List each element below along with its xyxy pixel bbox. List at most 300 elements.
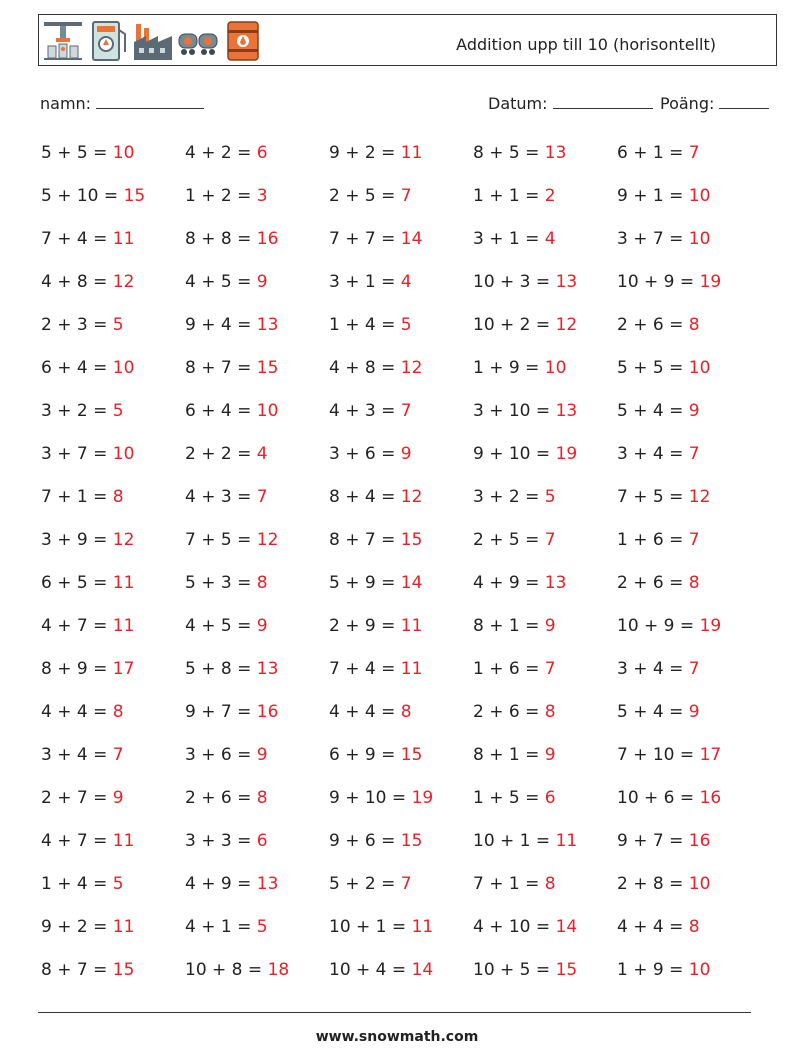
problem-answer: 8: [256, 788, 268, 808]
problem-question: 5 + 4 =: [617, 401, 684, 421]
problem-answer: 9: [544, 745, 556, 765]
problem-question: 7 + 4 =: [41, 229, 108, 249]
problem-cell: [185, 401, 329, 444]
problem-answer: 5: [544, 487, 556, 507]
problem-cell: [185, 143, 329, 186]
problem-cell: [41, 530, 185, 573]
problem-cell: [185, 745, 329, 788]
problem-row: [41, 659, 761, 702]
problem-answer: 18: [267, 960, 290, 980]
problem-cell: [185, 573, 329, 616]
problem-answer: 13: [256, 874, 279, 894]
problem-answer: 14: [411, 960, 434, 980]
problem-question: 8 + 7 =: [185, 358, 252, 378]
problem-question: 5 + 5 =: [617, 358, 684, 378]
oil-barrel-icon: [222, 18, 264, 62]
problem-cell: [185, 358, 329, 401]
problem-cell: [329, 143, 473, 186]
problem-question: 2 + 6 =: [617, 573, 684, 593]
problem-question: 4 + 9 =: [185, 874, 252, 894]
problem-row: [41, 745, 761, 788]
problem-answer: 12: [112, 530, 135, 550]
problem-question: 7 + 1 =: [41, 487, 108, 507]
problem-question: 4 + 4 =: [41, 702, 108, 722]
problem-cell: [41, 917, 185, 960]
problem-cell: [473, 530, 617, 573]
problem-answer: 8: [112, 487, 124, 507]
problem-cell: [41, 143, 185, 186]
problem-question: 9 + 7 =: [185, 702, 252, 722]
problem-row: [41, 874, 761, 917]
problem-answer: 6: [256, 831, 268, 851]
problem-answer: 13: [544, 573, 567, 593]
problem-answer: 14: [555, 917, 578, 937]
problem-row: [41, 530, 761, 573]
problem-question: 2 + 6 =: [185, 788, 252, 808]
problem-answer: 7: [256, 487, 268, 507]
problem-answer: 8: [688, 917, 700, 937]
problem-question: 3 + 2 =: [473, 487, 540, 507]
problem-question: 10 + 1 =: [329, 917, 407, 937]
problem-answer: 5: [400, 315, 412, 335]
problem-cell: [41, 960, 185, 1003]
problem-cell: [185, 315, 329, 358]
problem-answer: 7: [688, 659, 700, 679]
problem-question: 6 + 4 =: [185, 401, 252, 421]
problem-question: 4 + 7 =: [41, 831, 108, 851]
problem-cell: [617, 530, 761, 573]
header-icons: [42, 18, 264, 62]
problem-question: 1 + 4 =: [329, 315, 396, 335]
problem-cell: [617, 401, 761, 444]
problem-question: 7 + 4 =: [329, 659, 396, 679]
factory-icon: [132, 18, 174, 62]
problem-question: 5 + 10 =: [41, 186, 119, 206]
problem-answer: 8: [112, 702, 124, 722]
problem-question: 10 + 2 =: [473, 315, 551, 335]
problem-question: 7 + 5 =: [617, 487, 684, 507]
problem-cell: [473, 745, 617, 788]
problem-cell: [473, 616, 617, 659]
problem-row: [41, 444, 761, 487]
problem-question: 3 + 6 =: [185, 745, 252, 765]
problem-answer: 11: [400, 143, 423, 163]
score-field[interactable]: [660, 94, 769, 113]
problem-question: 2 + 9 =: [329, 616, 396, 636]
problem-answer: 7: [544, 530, 556, 550]
problem-cell: [41, 401, 185, 444]
problem-cell: [41, 186, 185, 229]
problem-answer: 10: [688, 229, 711, 249]
problem-cell: [41, 874, 185, 917]
problem-question: 8 + 4 =: [329, 487, 396, 507]
problem-question: 9 + 2 =: [41, 917, 108, 937]
problem-cell: [617, 143, 761, 186]
problem-question: 6 + 4 =: [41, 358, 108, 378]
problem-cell: [473, 272, 617, 315]
problem-cell: [617, 444, 761, 487]
problem-answer: 11: [555, 831, 578, 851]
problem-question: 10 + 3 =: [473, 272, 551, 292]
problem-cell: [41, 616, 185, 659]
problem-cell: [473, 917, 617, 960]
problem-answer: 12: [400, 487, 423, 507]
problem-cell: [329, 702, 473, 745]
problem-cell: [473, 960, 617, 1003]
problem-question: 9 + 6 =: [329, 831, 396, 851]
problem-answer: 10: [544, 358, 567, 378]
problem-cell: [41, 702, 185, 745]
problem-cell: [329, 315, 473, 358]
problem-question: 1 + 5 =: [473, 788, 540, 808]
problem-question: 10 + 1 =: [473, 831, 551, 851]
problem-answer: 17: [112, 659, 135, 679]
score-label: Poäng:: [660, 94, 715, 113]
problem-cell: [185, 917, 329, 960]
problem-cell: [617, 616, 761, 659]
problem-question: 8 + 1 =: [473, 616, 540, 636]
problem-answer: 11: [411, 917, 434, 937]
problem-question: 10 + 9 =: [617, 272, 695, 292]
footer-site: www.snowmath.com: [315, 1029, 479, 1045]
worksheet-title: Addition upp till 10 (horisontellt): [456, 35, 716, 54]
problem-cell: [617, 272, 761, 315]
problem-row: [41, 960, 761, 1003]
problem-answer: 10: [688, 358, 711, 378]
problem-answer: 7: [688, 530, 700, 550]
problem-cell: [41, 444, 185, 487]
problem-question: 10 + 5 =: [473, 960, 551, 980]
problem-cell: [41, 745, 185, 788]
problem-question: 4 + 5 =: [185, 616, 252, 636]
problem-answer: 8: [688, 315, 700, 335]
problem-question: 3 + 4 =: [617, 659, 684, 679]
problem-cell: [473, 315, 617, 358]
problem-question: 1 + 9 =: [617, 960, 684, 980]
problem-cell: [473, 573, 617, 616]
problem-cell: [329, 272, 473, 315]
problem-answer: 15: [256, 358, 279, 378]
problem-question: 3 + 6 =: [329, 444, 396, 464]
problem-answer: 8: [544, 702, 556, 722]
problem-question: 10 + 8 =: [185, 960, 263, 980]
problem-question: 8 + 9 =: [41, 659, 108, 679]
problem-answer: 10: [112, 358, 135, 378]
problem-cell: [185, 702, 329, 745]
problem-answer: 11: [112, 917, 135, 937]
problem-cell: [329, 487, 473, 530]
problem-question: 1 + 2 =: [185, 186, 252, 206]
problem-question: 4 + 7 =: [41, 616, 108, 636]
problem-row: [41, 573, 761, 616]
problem-answer: 16: [256, 702, 279, 722]
worksheet-header: [38, 14, 777, 66]
problem-answer: 11: [112, 573, 135, 593]
problem-answer: 4: [400, 272, 412, 292]
problem-answer: 6: [256, 143, 268, 163]
problem-cell: [617, 358, 761, 401]
problem-answer: 12: [555, 315, 578, 335]
problem-cell: [185, 229, 329, 272]
problem-grid: [41, 143, 761, 1003]
problem-answer: 10: [688, 960, 711, 980]
problem-cell: [329, 745, 473, 788]
problem-cell: [473, 186, 617, 229]
problem-cell: [329, 874, 473, 917]
problem-question: 10 + 6 =: [617, 788, 695, 808]
problem-cell: [185, 659, 329, 702]
problem-question: 3 + 4 =: [617, 444, 684, 464]
problem-cell: [617, 487, 761, 530]
problem-cell: [473, 358, 617, 401]
problem-row: [41, 229, 761, 272]
problem-answer: 15: [400, 745, 423, 765]
problem-row: [41, 831, 761, 874]
problem-answer: 11: [400, 616, 423, 636]
problem-cell: [329, 788, 473, 831]
problem-answer: 15: [400, 831, 423, 851]
problem-row: [41, 143, 761, 186]
problem-cell: [473, 874, 617, 917]
problem-answer: 2: [544, 186, 556, 206]
problem-question: 1 + 6 =: [473, 659, 540, 679]
problem-question: 4 + 10 =: [473, 917, 551, 937]
problem-answer: 9: [256, 745, 268, 765]
problem-question: 1 + 1 =: [473, 186, 540, 206]
problem-answer: 13: [544, 143, 567, 163]
problem-cell: [185, 960, 329, 1003]
problem-question: 8 + 8 =: [185, 229, 252, 249]
oil-pump-icon: [42, 18, 84, 62]
problem-question: 7 + 5 =: [185, 530, 252, 550]
problem-question: 9 + 10 =: [473, 444, 551, 464]
problem-answer: 8: [256, 573, 268, 593]
problem-answer: 5: [112, 315, 124, 335]
problem-answer: 10: [112, 444, 135, 464]
problem-question: 1 + 4 =: [41, 874, 108, 894]
problem-answer: 7: [688, 143, 700, 163]
problem-cell: [41, 272, 185, 315]
problem-answer: 9: [688, 702, 700, 722]
problem-answer: 15: [112, 960, 135, 980]
problem-cell: [473, 659, 617, 702]
problem-answer: 9: [256, 616, 268, 636]
problem-question: 2 + 3 =: [41, 315, 108, 335]
problem-answer: 5: [112, 401, 124, 421]
problem-answer: 11: [112, 229, 135, 249]
problem-question: 3 + 7 =: [617, 229, 684, 249]
problem-row: [41, 487, 761, 530]
problem-row: [41, 358, 761, 401]
problem-cell: [617, 315, 761, 358]
problem-question: 2 + 5 =: [329, 186, 396, 206]
problem-row: [41, 788, 761, 831]
problem-answer: 12: [112, 272, 135, 292]
problem-answer: 19: [411, 788, 434, 808]
problem-cell: [617, 659, 761, 702]
problem-question: 2 + 2 =: [185, 444, 252, 464]
problem-question: 5 + 2 =: [329, 874, 396, 894]
problem-cell: [617, 874, 761, 917]
problem-question: 8 + 7 =: [41, 960, 108, 980]
problem-question: 3 + 1 =: [329, 272, 396, 292]
problem-cell: [41, 358, 185, 401]
problem-question: 5 + 5 =: [41, 143, 108, 163]
problem-cell: [617, 186, 761, 229]
problem-answer: 17: [699, 745, 722, 765]
name-label: namn:: [40, 94, 92, 113]
problem-answer: 6: [544, 788, 556, 808]
problem-cell: [185, 530, 329, 573]
problem-question: 3 + 4 =: [41, 745, 108, 765]
problem-question: 3 + 7 =: [41, 444, 108, 464]
problem-question: 2 + 8 =: [617, 874, 684, 894]
problem-cell: [617, 960, 761, 1003]
problem-cell: [185, 186, 329, 229]
name-blank[interactable]: [96, 94, 204, 109]
problem-cell: [473, 401, 617, 444]
problem-question: 7 + 1 =: [473, 874, 540, 894]
problem-cell: [41, 788, 185, 831]
problem-cell: [473, 702, 617, 745]
problem-cell: [185, 831, 329, 874]
problem-cell: [329, 186, 473, 229]
problem-answer: 15: [400, 530, 423, 550]
problem-cell: [329, 616, 473, 659]
problem-answer: 9: [544, 616, 556, 636]
date-blank[interactable]: [553, 94, 653, 109]
problem-row: [41, 186, 761, 229]
fuel-station-icon: [87, 18, 129, 62]
problem-question: 1 + 9 =: [473, 358, 540, 378]
problem-answer: 10: [688, 186, 711, 206]
problem-answer: 15: [123, 186, 146, 206]
problem-question: 5 + 4 =: [617, 702, 684, 722]
problem-question: 2 + 7 =: [41, 788, 108, 808]
problem-answer: 5: [256, 917, 268, 937]
problem-question: 4 + 5 =: [185, 272, 252, 292]
problem-question: 4 + 3 =: [329, 401, 396, 421]
problem-cell: [329, 573, 473, 616]
problem-answer: 14: [400, 229, 423, 249]
problem-question: 4 + 3 =: [185, 487, 252, 507]
problem-answer: 11: [112, 616, 135, 636]
problem-cell: [329, 960, 473, 1003]
problem-row: [41, 616, 761, 659]
problem-question: 9 + 4 =: [185, 315, 252, 335]
problem-answer: 11: [112, 831, 135, 851]
problem-cell: [185, 487, 329, 530]
problem-cell: [329, 401, 473, 444]
problem-answer: 7: [400, 401, 412, 421]
problem-answer: 13: [555, 272, 578, 292]
problem-cell: [617, 917, 761, 960]
problem-answer: 12: [688, 487, 711, 507]
problem-answer: 19: [555, 444, 578, 464]
problem-answer: 9: [688, 401, 700, 421]
problem-answer: 7: [400, 874, 412, 894]
problem-cell: [473, 229, 617, 272]
problem-question: 8 + 1 =: [473, 745, 540, 765]
problem-cell: [185, 616, 329, 659]
problem-question: 4 + 4 =: [617, 917, 684, 937]
problem-cell: [473, 143, 617, 186]
footer-divider: [38, 1012, 751, 1013]
problem-answer: 8: [688, 573, 700, 593]
problem-cell: [617, 702, 761, 745]
problem-cell: [185, 874, 329, 917]
problem-answer: 9: [256, 272, 268, 292]
problem-question: 8 + 5 =: [473, 143, 540, 163]
problem-answer: 13: [555, 401, 578, 421]
problem-row: [41, 315, 761, 358]
problem-question: 4 + 9 =: [473, 573, 540, 593]
problem-cell: [41, 659, 185, 702]
problem-question: 2 + 6 =: [617, 315, 684, 335]
problem-cell: [41, 229, 185, 272]
problem-cell: [617, 831, 761, 874]
problem-answer: 12: [256, 530, 279, 550]
problem-answer: 4: [256, 444, 268, 464]
problem-question: 4 + 8 =: [329, 358, 396, 378]
problem-question: 9 + 10 =: [329, 788, 407, 808]
problem-question: 5 + 3 =: [185, 573, 252, 593]
problem-question: 7 + 7 =: [329, 229, 396, 249]
problem-answer: 3: [256, 186, 268, 206]
problem-answer: 7: [400, 186, 412, 206]
problem-question: 10 + 4 =: [329, 960, 407, 980]
problem-answer: 16: [256, 229, 279, 249]
problem-question: 5 + 9 =: [329, 573, 396, 593]
problem-cell: [473, 444, 617, 487]
problem-cell: [41, 831, 185, 874]
problem-question: 6 + 1 =: [617, 143, 684, 163]
problem-question: 5 + 8 =: [185, 659, 252, 679]
problem-question: 6 + 9 =: [329, 745, 396, 765]
problem-answer: 13: [256, 659, 279, 679]
problem-answer: 12: [400, 358, 423, 378]
problem-answer: 8: [544, 874, 556, 894]
problem-cell: [41, 573, 185, 616]
problem-cell: [473, 487, 617, 530]
score-blank[interactable]: [719, 94, 769, 109]
problem-cell: [329, 444, 473, 487]
problem-question: 4 + 4 =: [329, 702, 396, 722]
problem-question: 6 + 5 =: [41, 573, 108, 593]
problem-cell: [617, 788, 761, 831]
problem-cell: [41, 315, 185, 358]
problem-cell: [185, 788, 329, 831]
problem-answer: 16: [699, 788, 722, 808]
problem-row: [41, 401, 761, 444]
tank-train-icon: [177, 18, 219, 62]
problem-question: 9 + 2 =: [329, 143, 396, 163]
problem-answer: 9: [112, 788, 124, 808]
problem-cell: [329, 229, 473, 272]
problem-cell: [329, 530, 473, 573]
problem-question: 3 + 3 =: [185, 831, 252, 851]
date-field[interactable]: [488, 94, 653, 113]
name-field[interactable]: [40, 94, 204, 113]
problem-answer: 10: [256, 401, 279, 421]
problem-answer: 5: [112, 874, 124, 894]
problem-answer: 9: [400, 444, 412, 464]
problem-answer: 11: [400, 659, 423, 679]
problem-question: 4 + 1 =: [185, 917, 252, 937]
problem-answer: 14: [400, 573, 423, 593]
problem-answer: 8: [400, 702, 412, 722]
problem-answer: 10: [112, 143, 135, 163]
